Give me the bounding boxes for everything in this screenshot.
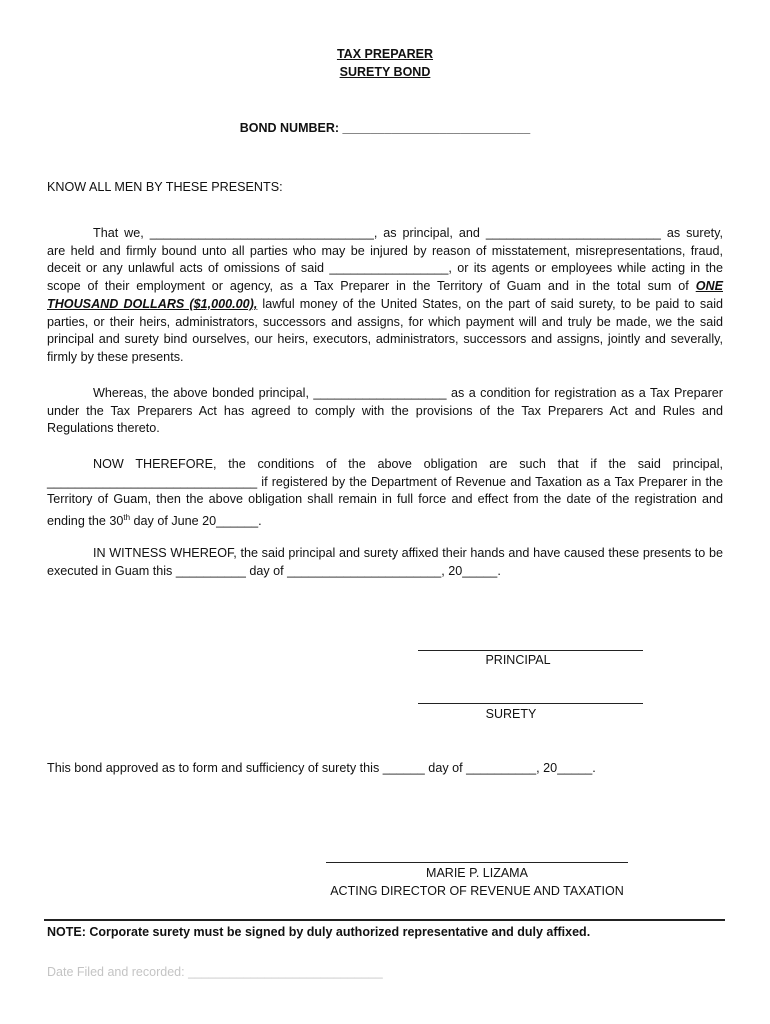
principal-signature-line[interactable] [418, 650, 643, 651]
principal-label: PRINCIPAL [485, 653, 551, 667]
preamble: KNOW ALL MEN BY THESE PRESENTS: [47, 180, 283, 194]
date-filed-field[interactable]: ____________________________ [188, 965, 383, 979]
director-signature-line[interactable] [326, 862, 628, 863]
executed-day-field[interactable]: __________ [175, 563, 246, 578]
approval-text-a: This bond approved as to form and sufficiency of surety this [47, 761, 383, 775]
corporate-surety-note: NOTE: Corporate surety must be signed by duly authorized representative and duly affixed. [47, 925, 591, 939]
approval-text-b: day of [424, 761, 467, 775]
date-filed-label: Date Filed and recorded: [47, 965, 189, 979]
surety-name-field[interactable]: _________________________ [485, 226, 661, 240]
bond-number-label: BOND NUMBER: [239, 121, 340, 135]
para4-text-b: day of [245, 563, 288, 578]
approval-text-d: . [592, 761, 596, 775]
para2-text-a: Whereas, the above bonded principal, [93, 386, 314, 400]
bond-amount: ONE THOUSAND DOLLARS ($1,000.00), [47, 279, 723, 311]
ordinal-suffix: th [123, 513, 131, 523]
form-title-line1: TAX PREPARER [336, 47, 434, 61]
bond-number-line [0, 121, 770, 135]
para3-text-c: day of June 20 [130, 514, 217, 529]
director-name: MARIE P. LIZAMA [426, 866, 528, 880]
paragraph-binding [47, 225, 723, 367]
surety-label: SURETY [485, 707, 537, 721]
executed-month-field[interactable]: ______________________ [287, 563, 442, 578]
year-ending-field[interactable]: ______ [216, 514, 259, 529]
approval-year-field[interactable]: _____ [557, 761, 593, 775]
registered-principal-field[interactable]: ______________________________ [47, 474, 258, 489]
para1-text-d: , or its agents or employees while acting in the scope of their employment or agency, as a Tax Preparer in the Territory of Guam and in the total sum of [47, 261, 724, 294]
para4-text-a: IN WITNESS WHEREOF, the said principal and surety affixed their hands and have caused these presents to be executed in Guam this [47, 546, 723, 578]
executed-year-field[interactable]: _____ [462, 563, 498, 578]
para1-text-e: lawful money of the United States, on the part of said surety, to be paid to said parties, or their heirs, administrators, successors and assigns, for which payment will and truly be made, we the said principal and surety bind ourselves, our heirs, executors, administrators, successors and assigns, jointly and severally, firmly by these presents. [47, 296, 724, 364]
para2-text-b: as a condition for registration as a Tax Preparer under the Tax Preparers Act has agreed to comply with the provisions of the Tax Preparers Act and Rules and Regulations thereto. [47, 386, 723, 436]
paragraph-witness [47, 545, 723, 580]
para4-text-d: . [497, 563, 501, 578]
para3-text-d: . [258, 514, 262, 529]
bonded-principal-field[interactable]: ___________________ [313, 386, 447, 400]
bond-number-field[interactable]: ___________________________ [342, 121, 531, 135]
para3-text-b: if registered by the Department of Revenue and Taxation as a Tax Preparer in the Territory of Guam, then the above obligation shall remain in full force and effect from the date of the registration and ending the 30 [47, 474, 723, 529]
date-filed-line [47, 965, 383, 979]
principal-ref-field[interactable]: _________________ [329, 261, 449, 276]
para1-text-b: , as principal, and [373, 226, 486, 240]
director-title: ACTING DIRECTOR OF REVENUE AND TAXATION [330, 884, 624, 898]
approval-line [47, 760, 723, 778]
approval-month-field[interactable]: __________ [466, 761, 537, 775]
approval-text-c: , 20 [536, 761, 558, 775]
approval-day-field[interactable]: ______ [382, 761, 425, 775]
para1-text-c: as surety, are held and firmly bound unto all parties who may be injured by reason of misstatement, misrepresentations, fraud, deceit or any unlawful acts of omissions of said [47, 226, 723, 276]
form-title-line2: SURETY BOND [339, 65, 431, 79]
para3-text-a: NOW THEREFORE, the conditions of the above obligation are such that if the said principal, [93, 457, 723, 471]
paragraph-now-therefore [47, 456, 723, 531]
paragraph-whereas [47, 385, 723, 438]
para4-text-c: , 20 [441, 563, 463, 578]
para1-text-a: That we, [93, 226, 150, 240]
surety-signature-line[interactable] [418, 703, 643, 704]
note-divider [44, 919, 725, 921]
principal-name-field[interactable]: ________________________________ [149, 226, 374, 240]
